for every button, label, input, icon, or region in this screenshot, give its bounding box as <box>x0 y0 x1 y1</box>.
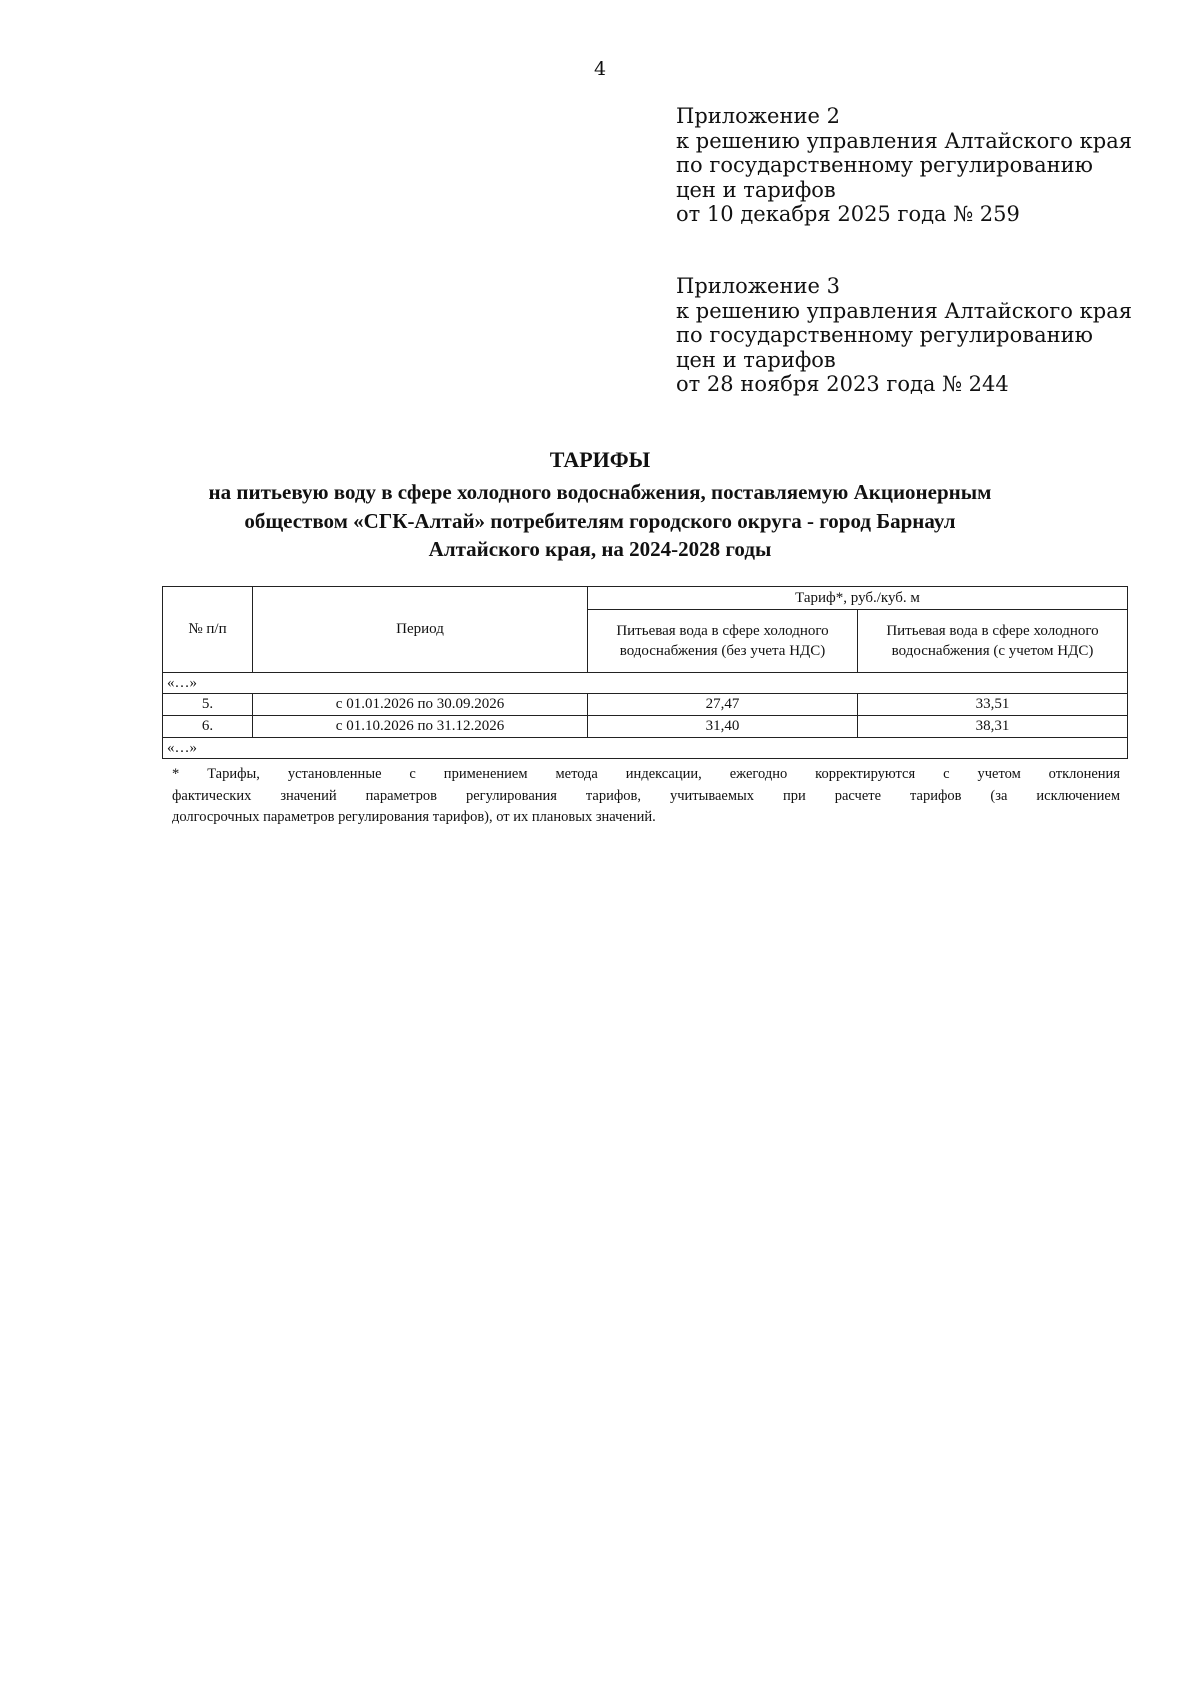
document-subtitle <box>140 478 1060 564</box>
column-header-period: Период <box>253 587 588 673</box>
footnote <box>172 764 1120 829</box>
appendix-2-line: Приложение 2 <box>676 104 840 128</box>
tariff-with-vat-cell: 38,31 <box>858 716 1128 738</box>
document-title: ТАРИФЫ <box>549 447 651 472</box>
table-row <box>163 716 1128 738</box>
table-row-ellipsis <box>163 738 1128 759</box>
footnote-line: * Тарифы, установленные с применением метода индексации, ежегодно корректируются с учетом отклонения <box>172 766 1120 782</box>
tariff-with-vat-cell: 33,51 <box>858 694 1128 716</box>
appendix-2-line: от 10 декабря 2025 года № 259 <box>676 202 1020 226</box>
subtitle-line: на питьевую воду в сфере холодного водоснабжения, поставляемую Акционерным <box>208 480 992 504</box>
column-header-with-vat: Питьевая вода в сфере холодного водоснабжения (с учетом НДС) <box>858 610 1128 673</box>
appendix-2-header <box>676 104 1132 227</box>
subtitle-line: обществом «СГК-Алтай» потребителям городского округа - город Барнаул <box>244 508 956 533</box>
appendix-3-header <box>676 274 1132 397</box>
subtitle-line: Алтайского края, на 2024-2028 годы <box>428 537 772 561</box>
period-cell: с 01.01.2026 по 30.09.2026 <box>253 694 588 716</box>
table-row <box>163 694 1128 716</box>
row-number-cell: 5. <box>163 694 253 716</box>
column-header-tariff: Тариф*, руб./куб. м <box>588 587 1128 610</box>
row-number-cell: 6. <box>163 716 253 738</box>
appendix-3-line: к решению управления Алтайского края <box>676 298 1132 323</box>
footnote-line: долгосрочных параметров регулирования тарифов), от их плановых значений. <box>172 809 656 825</box>
tariff-table <box>162 586 1128 759</box>
appendix-2-line: по государственному регулированию <box>676 153 1093 177</box>
ellipsis-cell: «…» <box>163 738 1128 759</box>
period-cell: с 01.10.2026 по 31.12.2026 <box>253 716 588 738</box>
appendix-2-line: цен и тарифов <box>676 177 836 202</box>
ellipsis-cell: «…» <box>163 673 1128 694</box>
table-row-ellipsis <box>163 673 1128 694</box>
column-header-no-vat: Питьевая вода в сфере холодного водоснабжения (без учета НДС) <box>588 610 858 673</box>
tariff-no-vat-cell: 31,40 <box>588 716 858 738</box>
tariff-no-vat-cell: 27,47 <box>588 694 858 716</box>
footnote-line: фактических значений параметров регулирования тарифов, учитываемых при расчете тарифов (за исключением <box>172 787 1120 804</box>
appendix-2-line: к решению управления Алтайского края <box>676 128 1132 153</box>
appendix-3-line: по государственному регулированию <box>676 323 1093 347</box>
appendix-3-line: цен и тарифов <box>676 347 836 372</box>
appendix-3-line: от 28 ноября 2023 года № 244 <box>676 372 1009 396</box>
appendix-3-line: Приложение 3 <box>676 274 840 298</box>
column-header-number: № п/п <box>163 587 253 673</box>
page-number: 4 <box>593 58 607 80</box>
